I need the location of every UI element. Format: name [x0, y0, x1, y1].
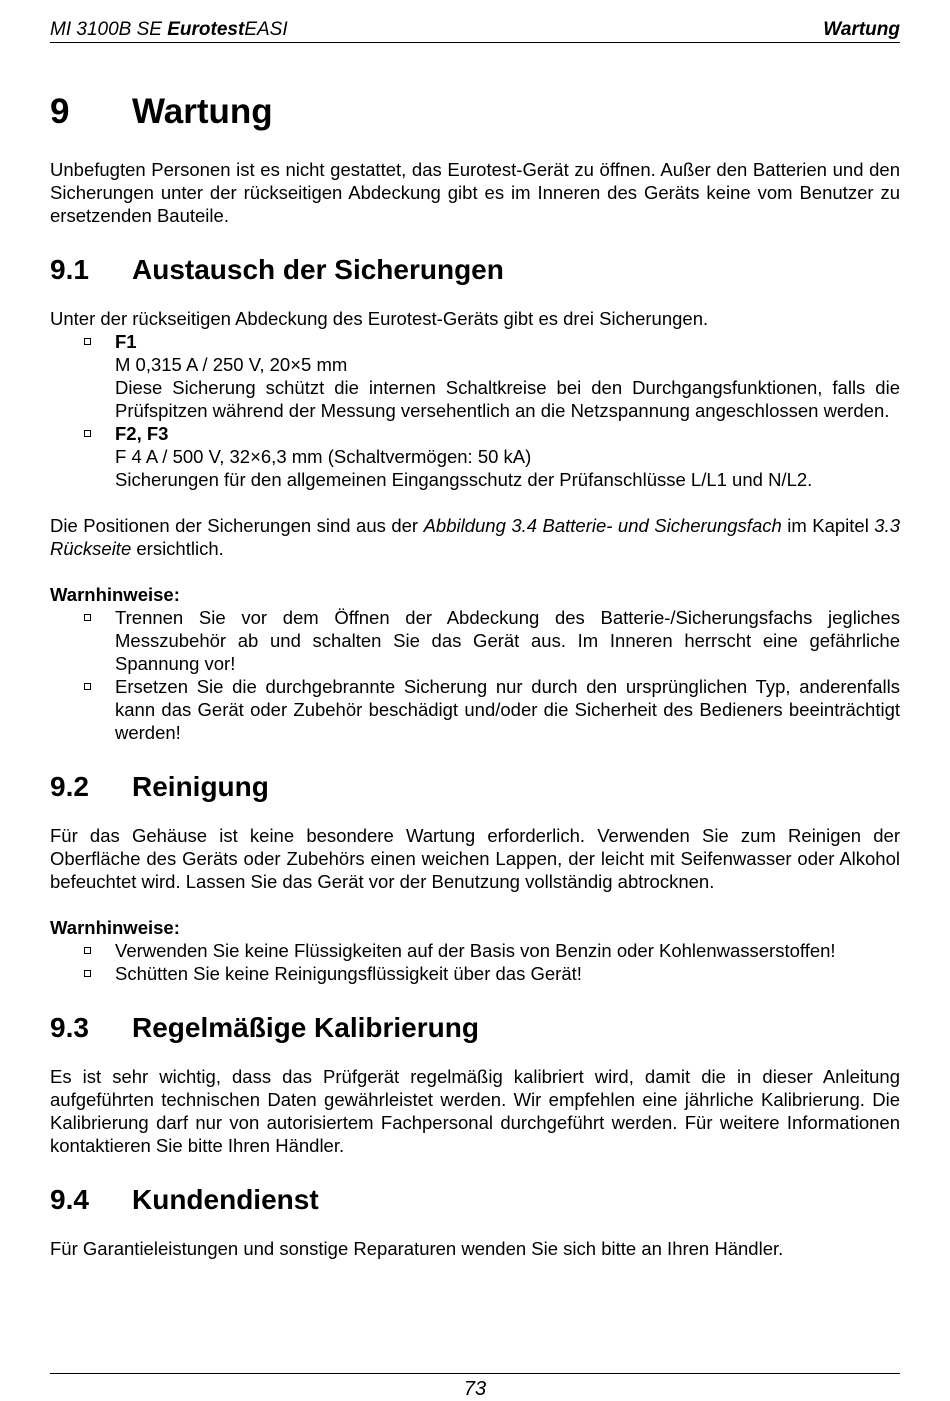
warning-item: Verwenden Sie keine Flüssigkeiten auf der Basis von Benzin oder Kohlenwasserstoffen!	[50, 939, 900, 962]
section-9-4-text: Für Garantieleistungen und sonstige Reparaturen wenden Sie sich bitte an Ihren Händler.	[50, 1238, 784, 1259]
section-9-2-text: Für das Gehäuse ist keine besondere Wartung erforderlich. Verwenden Sie zum Reinigen der Oberfläche des Geräts oder Zubehörs einen weichen Lappen, der leicht mit Seifenwasser oder Alkohol befeuchtet wird. Lassen Sie das Gerät vor der Benutzung vollständig abtrocknen.	[50, 825, 900, 892]
section-heading-9-1: 9.1 Austausch der Sicherungen	[50, 254, 504, 285]
warnings-label: Warnhinweise:	[50, 584, 180, 605]
section-9-1-intro: Unter der rückseitigen Abdeckung des Eurotest-Geräts gibt es drei Sicherungen.	[50, 308, 709, 329]
chapter-heading	[50, 90, 900, 134]
checkbox-bullet-icon	[84, 683, 91, 690]
page-header	[50, 16, 900, 43]
fuse-name: F1	[115, 331, 137, 352]
warning-list	[50, 606, 900, 744]
page-content	[50, 90, 900, 1260]
fuse-description: Sicherungen für den allgemeinen Eingangsschutz der Prüfanschlüsse L/L1 und N/L2.	[115, 469, 813, 490]
checkbox-bullet-icon	[84, 338, 91, 345]
chapter-number: 9	[50, 92, 70, 131]
fuse-rating: M 0,315 A / 250 V, 20×5 mm	[115, 354, 348, 375]
warnings-label: Warnhinweise:	[50, 917, 180, 938]
fuse-description: Diese Sicherung schützt die internen Schaltkreise bei den Durchgangsfunktionen, falls die Prüfspitzen während der Messung versehentlich an die Netzspannung angeschlossen werden.	[115, 377, 900, 421]
section-heading-9-4: 9.4 Kundendienst	[50, 1184, 319, 1215]
section-heading-9-2: 9.2 Reinigung	[50, 771, 269, 802]
fuse-name: F2, F3	[115, 423, 169, 444]
warning-item: Ersetzen Sie die durchgebrannte Sicherung nur durch den ursprünglichen Typ, anderenfalls kann das Gerät oder Zubehör beschädigt und/oder die Sicherheit des Bedieners beeinträchtigt werden!	[50, 675, 900, 744]
warning-item: Trennen Sie vor dem Öffnen der Abdeckung des Batterie-/Sicherungsfachs jegliches Messzubehör ab und schalten Sie das Gerät aus. Im Inneren herrscht eine gefährliche Spannung vor!	[50, 606, 900, 675]
checkbox-bullet-icon	[84, 430, 91, 437]
header-brand: Eurotest	[167, 19, 245, 40]
checkbox-bullet-icon	[84, 970, 91, 977]
page-footer	[50, 1373, 900, 1400]
chapter-title: Wartung	[132, 92, 273, 131]
chapter-intro: Unbefugten Personen ist es nicht gestattet, das Eurotest-Gerät zu öffnen. Außer den Batterien und den Sicherungen unter der rückseitigen Abdeckung gibt es im Inneren des Geräts keine vom Benutzer zu ersetzenden Bauteile.	[50, 159, 900, 226]
figure-reference: Abbildung 3.4 Batterie- und Sicherungsfach	[423, 515, 782, 536]
page-number: 73	[463, 1378, 487, 1400]
fuse-position-reference: Die Positionen der Sicherungen sind aus der Abbildung 3.4 Batterie- und Sicherungsfach im Kapitel 3.3 Rückseite ersichtlich.	[50, 515, 900, 559]
fuse-item	[50, 330, 900, 422]
section-9-3-text: Es ist sehr wichtig, dass das Prüfgerät regelmäßig kalibriert wird, damit die in dieser Anleitung aufgeführten technischen Daten gewährleistet werden. Wir empfehlen eine jährliche Kalibrierung. Die Kalibrierung darf nur von autorisiertem Fachpersonal durchgeführt werden. Für weitere Informationen kontaktieren Sie bitte Ihren Händler.	[50, 1066, 900, 1156]
fuse-list	[50, 330, 900, 491]
header-product-name: MI 3100B SE EurotestEASI	[50, 19, 288, 40]
checkbox-bullet-icon	[84, 947, 91, 954]
warning-item: Schütten Sie keine Reinigungsflüssigkeit über das Gerät!	[50, 962, 900, 985]
header-section-name: Wartung	[823, 19, 900, 40]
warning-list	[50, 939, 900, 985]
chapter-reference: 3.3 Rückseite	[50, 515, 900, 559]
document-page	[50, 0, 900, 1401]
fuse-item	[50, 422, 900, 491]
checkbox-bullet-icon	[84, 614, 91, 621]
fuse-rating: F 4 A / 500 V, 32×6,3 mm (Schaltvermögen: 50 kA)	[115, 446, 532, 467]
section-heading-9-3: 9.3 Regelmäßige Kalibrierung	[50, 1012, 479, 1043]
